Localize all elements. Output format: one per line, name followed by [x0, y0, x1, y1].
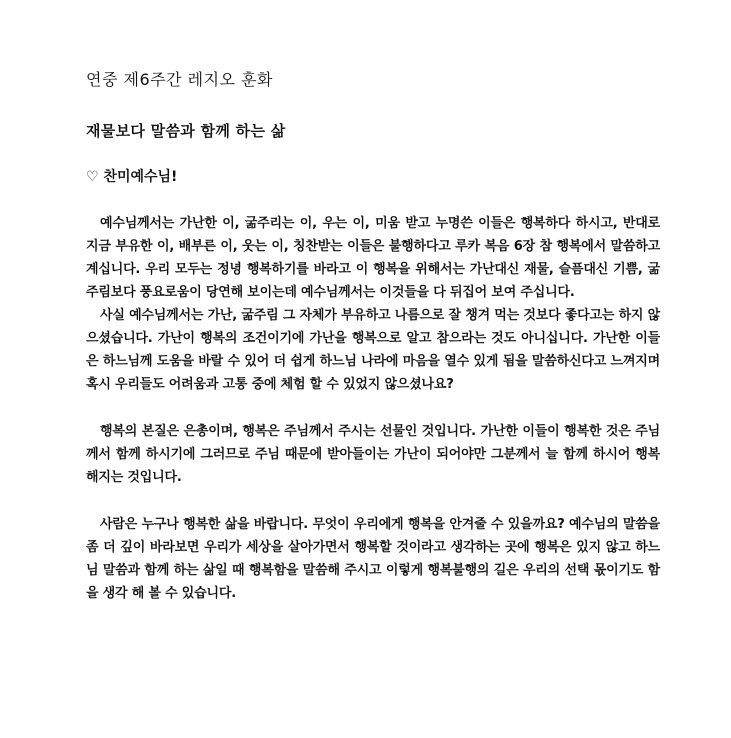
paragraph: 사실 예수님께서는 가난, 굶주림 그 자체가 부유하고 나름으로 잘 챙겨 먹는 것보다 좋다고는 하지 않으셨습니다. 가난이 행복의 조건이기에 가난을 행복으로 알고 참으라는 것도 아니십니다. 가난한 이들은 하느님께 도움을 바랄 수 있어 더 쉽게 하느님 나라에 마음을 열수 있게 됨을 말씀하신다고 느껴지며 혹시 우리들도 어려움과 고통 중에 체험 할 수 있었지 않으셨나요? — [86, 308, 660, 392]
section-2 — [86, 420, 660, 489]
paragraph: 행복의 본질은 은총이며, 행복은 주님께서 주시는 선물인 것입니다. 가난한 이들이 행복한 것은 주님께서 함께 하시기에 그러므로 주님 때문에 받아들이는 가난이 되어야만 그분께서 늘 함께 하시어 행복해지는 것입니다. — [86, 424, 660, 485]
paragraph: 예수님께서는 가난한 이, 굶주리는 이, 우는 이, 미움 받고 누명쓴 이들은 행복하다 하시고, 반대로 지금 부유한 이, 배부른 이, 웃는 이, 칭찬받는 이들은 불행하다고 루카 복음 6장 참 행복에서 말씀하고 계십니다. 우리 모두는 정녕 행복하기를 바라고 이 행복을 위해서는 가난대신 재물, 슬픔대신 기쁨, 굶주림보다 풍요로움이 당연해 보이는데 예수님께서는 이것들을 다 뒤집어 보여 주십니다. — [86, 216, 660, 300]
document-title: 연중 제6주간 레지오 훈화 — [86, 70, 273, 89]
document-subtitle: 재물보다 말씀과 함께 하는 삶 — [86, 122, 286, 140]
section-3 — [86, 513, 660, 605]
greeting-line: ♡ 찬미예수님! — [86, 169, 178, 185]
paragraph: 사람은 누구나 행복한 삶을 바랍니다. 무엇이 우리에게 행복을 안겨줄 수 있을까요? 예수님의 말씀을 좀 더 깊이 바라보면 우리가 세상을 살아가면서 행복할 것이라고 생각하는 곳에 행복은 있지 않고 하느님 말씀과 함께 하는 삶일 때 행복함을 말씀해 주시고 이렇게 행복불행의 길은 우리의 선택 몫이기도 함을 생각 해 볼 수 있습니다. — [86, 517, 660, 601]
document-body — [86, 68, 660, 605]
section-1 — [86, 212, 660, 396]
